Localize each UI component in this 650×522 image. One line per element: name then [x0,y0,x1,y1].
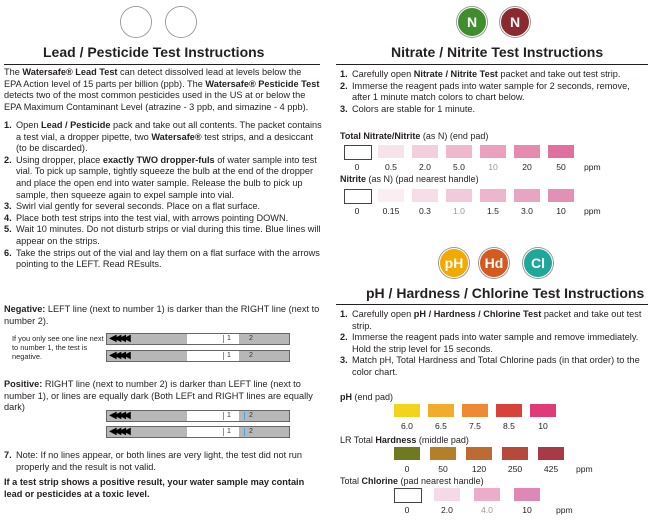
color-swatch [514,145,540,158]
chlorine-chart-label: Total Chlorine (pad nearest handle) [340,476,484,486]
color-swatch [462,404,488,417]
lead-step-5: 5. Wait 10 minutes. Do not disturb strips or vial during this time. Blue lines will appear on the strips. [4,224,321,246]
color-swatch [502,447,528,460]
swatch-value: 10 [488,162,498,172]
color-swatch [548,145,574,158]
swatch-value: 0 [354,206,360,216]
lead-step-4: 4. Place both test strips into the test vial, with arrows pointing DOWN. [4,212,289,223]
color-swatch [514,488,540,501]
chlorine-badge-icon: Cl [523,248,553,278]
swatch-value: 0.5 [385,162,397,172]
color-swatch [434,488,460,501]
swatch-value: 1.5 [487,206,499,216]
positive-result-text: Positive: RIGHT line (next to number 2) is darker than LEFT line (next to number 1), or lines are equally dark (Both LEFt and RIGHT lines are equally dark) [4,379,313,413]
unit-label: ppm [584,162,601,172]
nitrate-badge-icon: N [457,7,487,37]
strip-line-1 [223,428,224,436]
lead-step-1: 1. Open Lead / Pesticide pack and take out all contents. The packet contains a test vial, a dropper pipette, two Watersafe® test strips, and a desiccant (to be discarded). [4,120,322,154]
lead-badge-icon: Pb [121,7,151,37]
color-swatch [394,488,422,503]
nitrate-title: Nitrate / Nitrite Test Instructions [391,44,604,60]
positive-strip-top: ◀◀◀◀ 1 2 [106,410,290,422]
hardness-badge-icon: Hd [479,248,509,278]
lead-steps [4,120,322,271]
nitrate-chart-label: Total Nitrate/Nitrite (as N) (end pad) [340,131,489,141]
swatch-value: 0 [404,505,410,515]
strip-line-1 [223,412,224,420]
color-swatch [378,145,404,158]
swatch-value: 3.0 [521,206,533,216]
ph-chart-label: pH (end pad) [340,392,394,402]
color-swatch [446,145,472,158]
lead-step-2: 2. Using dropper, place exactly TWO dropper-fuls of water sample into test vial. To pick up sample, tightly squeeze the bulb at the end of the dropper and place the open end into water sample. Release the bulb to pick up sample, then squeeze again to expel sample into vial. [4,154,317,200]
negative-note: If you only see one line next to number 1, the test is negative. [12,334,104,361]
swatch-value: 10 [556,206,566,216]
lead-title-rule [4,64,320,65]
swatch-value: 0 [404,464,410,474]
color-swatch [412,189,438,202]
swatch-value: 0.3 [419,206,431,216]
lead-note-7: 7. Note: If no lines appear, or both lines are very light, the test did not run properly and the result is not valid. [4,450,303,472]
swatch-value: 50 [556,162,566,172]
strip-arrow-icon: ◀◀◀◀ [109,426,128,437]
color-swatch [496,404,522,417]
swatch-value: 4.0 [481,505,493,515]
negative-strip-bottom: ◀◀◀◀ 1 2 [106,350,290,362]
pesticide-badge-icon: Pe [166,7,196,37]
unit-label: ppm [584,206,601,216]
swatch-value: 7.5 [469,421,481,431]
color-swatch [378,189,404,202]
ph-steps: 1. Carefully open pH / Hardness / Chlorine Test packet and take out test strip. 2. Immerse the reagent pads into water sample and remove immediately. Hold the strip level for 15 seconds. 3. Match pH, Total Hardness and Total Chlorine pads (in that order) to the color chart. [340,309,642,377]
strip-arrow-icon: ◀◀◀◀ [109,350,128,361]
unit-label: ppm [576,464,593,474]
lead-step-6: 6. Take the strips out of the vial and lay them on a flat surface with the arrows pointing to the LEFT. Read REsults. [4,247,320,270]
swatch-value: 10 [538,421,548,431]
swatch-value: 2.0 [441,505,453,515]
color-swatch [412,145,438,158]
ph-badge-icon: pH [439,248,469,278]
color-swatch [530,404,556,417]
unit-label: ppm [556,505,573,515]
color-swatch [474,488,500,501]
hardness-chart-label: LR Total Hardness (middle pad) [340,435,469,445]
strip-line-1 [223,352,224,360]
ph-title: pH / Hardness / Chlorine Test Instructions [366,285,645,301]
color-swatch [548,189,574,202]
swatch-value: 1.0 [453,206,465,216]
strip-line-2 [244,428,245,436]
negative-strip-top: ◀◀◀◀ 1 2 [106,333,290,345]
ph-title-rule [336,304,648,305]
color-swatch [394,447,420,460]
negative-result-text: Negative: LEFT line (next to number 1) is darker than the RIGHT line (next to number 2). [4,304,320,326]
swatch-value: 2.0 [419,162,431,172]
color-swatch [344,189,372,204]
swatch-value: 0 [354,162,360,172]
color-swatch [446,189,472,202]
strip-arrow-icon: ◀◀◀◀ [109,410,128,421]
lead-title: Lead / Pesticide Test Instructions [43,44,265,60]
color-swatch [394,404,420,417]
swatch-value: 120 [471,464,487,474]
color-swatch [428,404,454,417]
swatch-value: 6.0 [401,421,413,431]
swatch-value: 8.5 [503,421,515,431]
swatch-value: 50 [438,464,448,474]
color-swatch [466,447,492,460]
lead-step-3: 3. Swirl vial gently for several seconds. Place on a flat surface. [4,201,261,212]
color-swatch [480,189,506,202]
lead-warning: If a test strip shows a positive result, your water sample may contain lead or pesticides at a toxic level. [4,477,305,499]
swatch-value: 0.15 [382,206,400,216]
swatch-value: 5.0 [453,162,465,172]
lead-intro: The Watersafe® Lead Test can detect dissolved lead at levels below the EPA Action level of 15 parts per billion (ppb). The Watersafe® Pesticide Test detects two of the most common pesticides used in the US at or below the EPA Maximum Contaminant Level (atrazine - 3 ppb, and simazine - 4 ppb). [4,67,320,112]
color-swatch [480,145,506,158]
color-swatch [538,447,564,460]
color-swatch [344,145,372,160]
strip-arrow-icon: ◀◀◀◀ [109,333,128,344]
swatch-value: 6.5 [435,421,447,431]
color-swatch [514,189,540,202]
nitrate-steps: 1. Carefully open Nitrate / Nitrite Test packet and take out test strip. 2. Immerse the reagent pads into water sample for 2 seconds, remove, after 1 minute match colors to chart below. 3. Colors are stable for 1 minute. [340,69,630,114]
nitrite-badge-icon: N [500,7,530,37]
strip-line-2 [244,412,245,420]
nitrite-chart-label: Nitrite (as N) (pad nearest handle) [340,174,479,184]
positive-strip-bottom: ◀◀◀◀ 1 2 [106,426,290,438]
swatch-value: 425 [543,464,559,474]
nitrate-title-rule [336,64,648,65]
swatch-value: 10 [522,505,532,515]
swatch-value: 250 [507,464,523,474]
strip-line-1 [223,335,224,343]
swatch-value: 20 [522,162,532,172]
color-swatch [430,447,456,460]
